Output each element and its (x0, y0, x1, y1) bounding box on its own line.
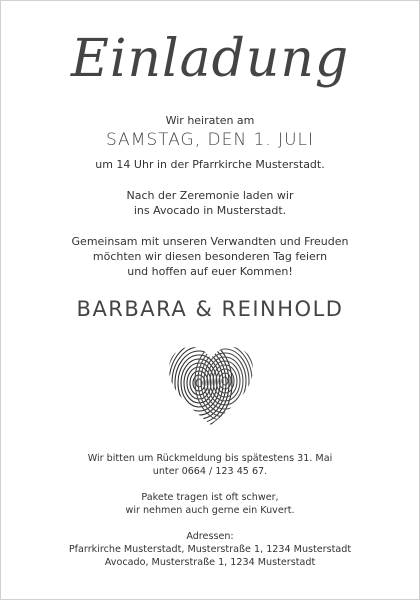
together-line-3: und hoffen auf euer Kommen! (127, 265, 293, 278)
fingerprint-heart-icon (165, 343, 257, 429)
together-line-2: möchten wir diesen besonderen Tag feiern (92, 250, 328, 263)
intro-text: Wir heiraten am (165, 114, 255, 127)
after-ceremony-line-1: Nach der Zeremonie laden wir (126, 189, 294, 202)
rsvp-line-1: Wir bitten um Rückmeldung bis spätestens 31. Mai (87, 453, 333, 464)
gifts-line-2: wir nehmen auch gerne ein Kuvert. (125, 505, 295, 516)
addresses-label: Adressen: (186, 531, 234, 542)
after-ceremony-line-2: ins Avocado in Musterstadt. (133, 204, 287, 217)
address-church: Pfarrkirche Musterstadt, Musterstraße 1, 1234 Musterstadt (68, 544, 352, 555)
address-venue: Avocado, Musterstraße 1, 1234 Musterstadt (104, 557, 316, 568)
couple-names: BARBARA & REINHOLD (76, 297, 344, 321)
invitation-title: Einladung (70, 29, 350, 89)
time-place-text: um 14 Uhr in der Pfarrkirche Musterstadt. (95, 158, 325, 171)
gifts-line-1: Pakete tragen ist oft schwer, (141, 492, 279, 503)
rsvp-line-2: unter 0664 / 123 45 67. (152, 466, 268, 477)
together-line-1: Gemeinsam mit unseren Verwandten und Freuden (71, 235, 349, 248)
wedding-date: SAMSTAG, DEN 1. JULI (105, 130, 315, 150)
